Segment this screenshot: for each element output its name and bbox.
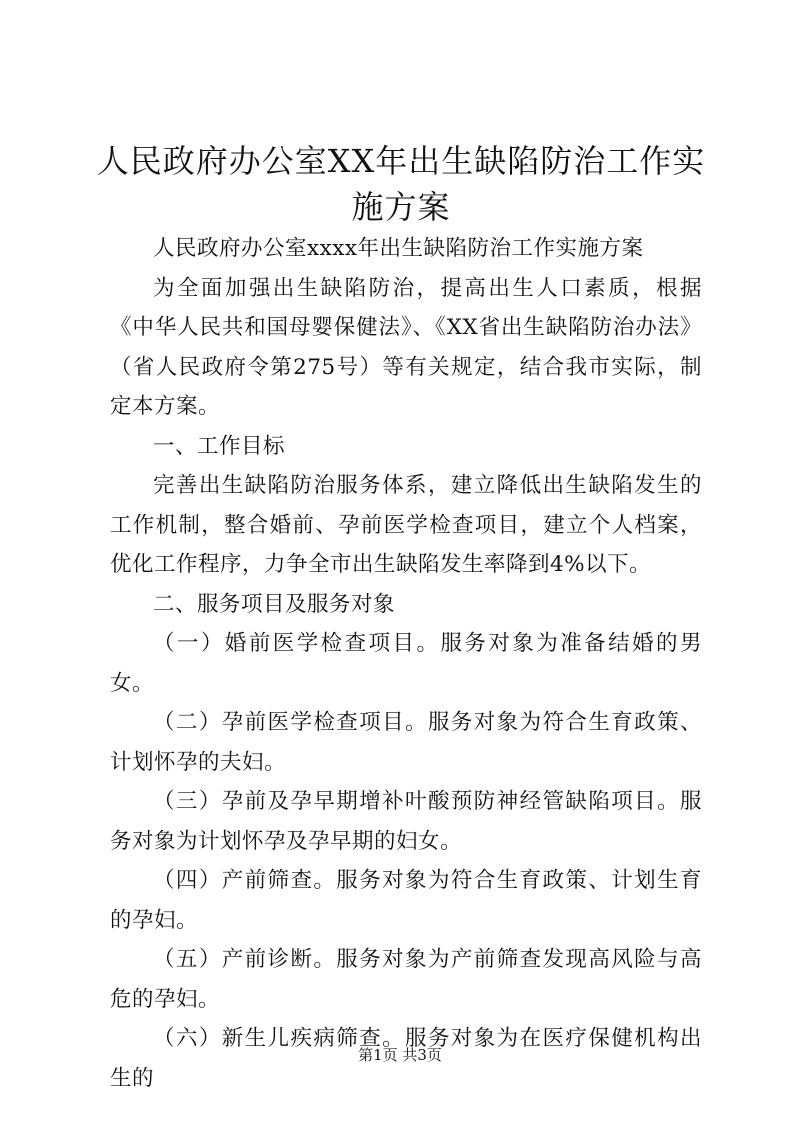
- list-item: （三）孕前及孕早期增补叶酸预防神经管缺陷项目。服务对象为计划怀孕及孕早期的妇女。: [110, 789, 702, 854]
- paragraph: 为全面加强出生缺陷防治，提高出生人口素质，根据《中华人民共和国母婴保健法》、《XX省出生缺陷防治办法》（省人民政府令第275号）等有关规定，结合我市实际，制定本方案。: [110, 275, 702, 419]
- page-indicator: 第1页 共3页: [358, 1046, 442, 1064]
- section-heading: 一、工作目标: [153, 433, 286, 459]
- paragraph: 人民政府办公室xxxx年出生缺陷防治工作实施方案: [153, 236, 644, 261]
- section-heading: 二、服务项目及服务对象: [153, 591, 396, 617]
- list-item: （一）婚前医学检查项目。服务对象为准备结婚的男女。: [110, 631, 702, 696]
- list-item: （四）产前筛查。服务对象为符合生育政策、计划生育的孕妇。: [110, 868, 702, 933]
- document-title: 人民政府办公室XX年出生缺陷防治工作实施方案: [96, 142, 706, 226]
- document-body: [110, 229, 702, 1098]
- list-item: （六）新生儿疾病筛查。服务对象为在医疗保健机构出生的: [110, 1026, 702, 1091]
- list-item: （五）产前诊断。服务对象为产前筛查发现高风险与高危的孕妇。: [110, 947, 702, 1012]
- list-item: （二）孕前医学检查项目。服务对象为符合生育政策、计划怀孕的夫妇。: [110, 710, 702, 775]
- paragraph: 完善出生缺陷防治服务体系，建立降低出生缺陷发生的工作机制，整合婚前、孕前医学检查项目，建立个人档案，优化工作程序，力争全市出生缺陷发生率降到4%以下。: [110, 473, 702, 577]
